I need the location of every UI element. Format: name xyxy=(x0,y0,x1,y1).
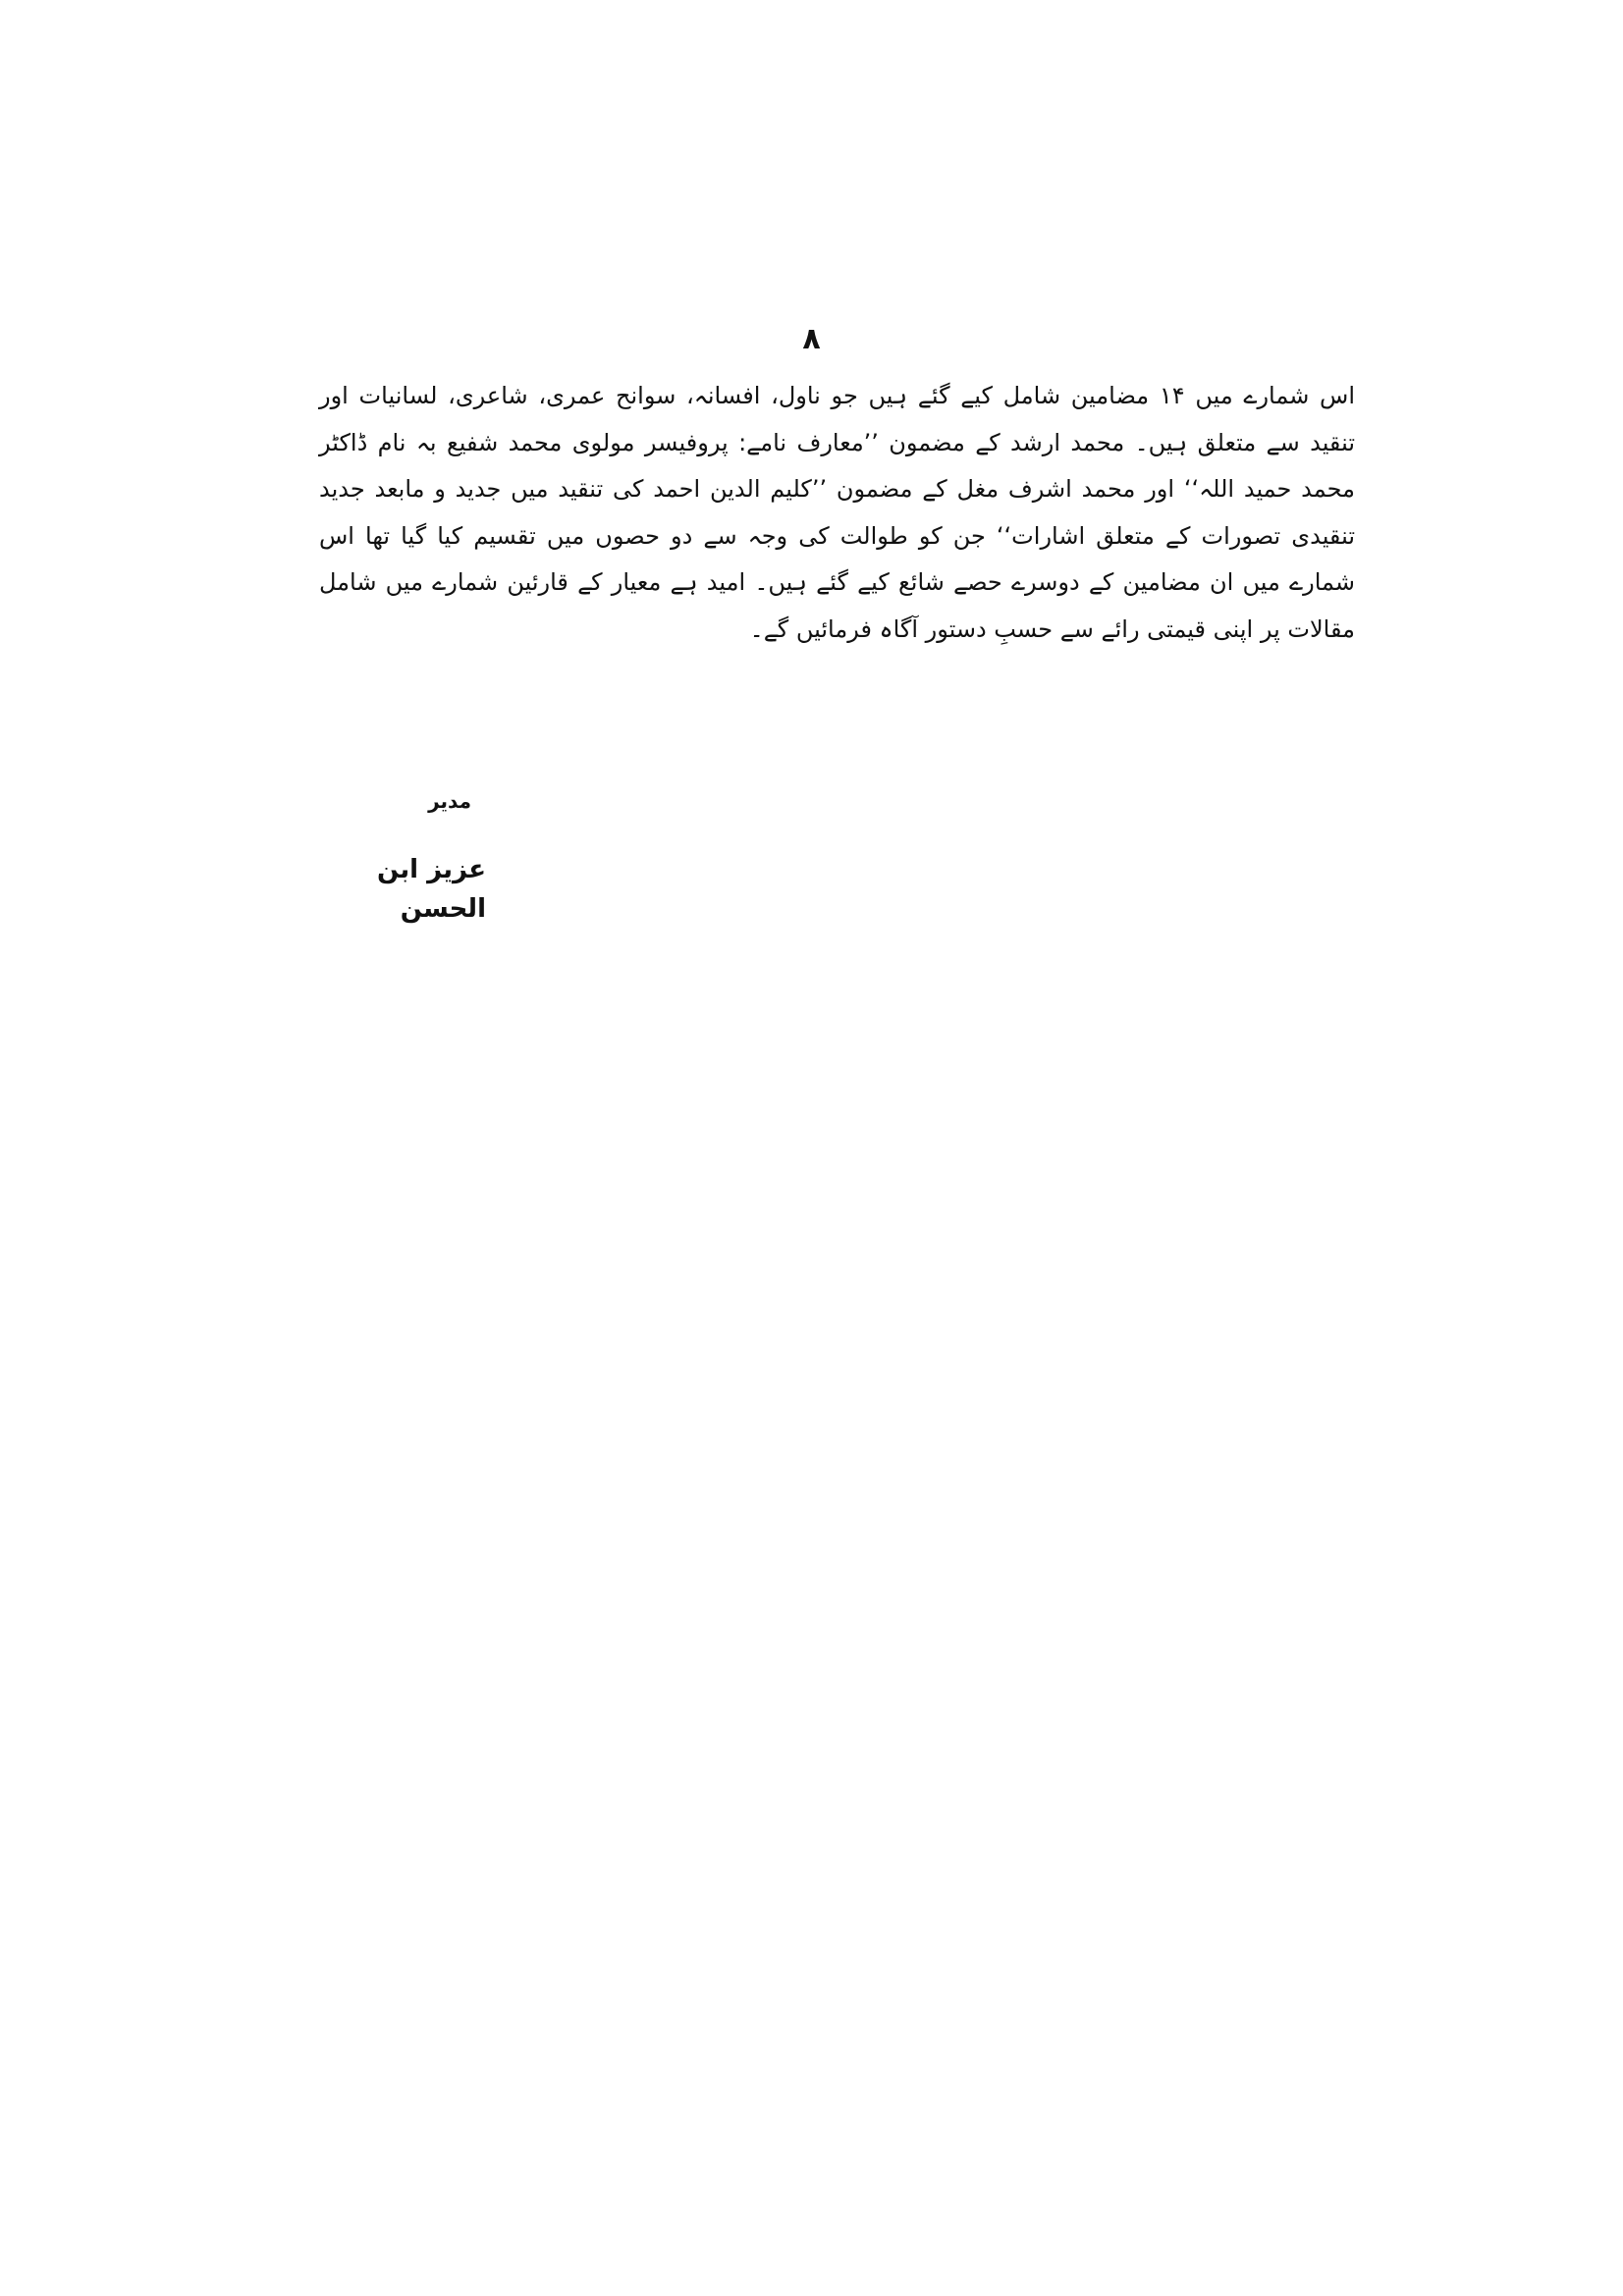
editorial-paragraph: اس شمارے میں ۱۴ مضامین شامل کیے گئے ہیں جو ناول، افسانہ، سوانح عمری، شاعری، لسانیات اور تنقید سے متعلق ہیں۔ محمد ارشد کے مضمون ’’معارف نامے: پروفیسر مولوی محمد شفیع بہ نام ڈاکٹر محمد حمید اللہ‘‘ اور محمد اشرف مغل کے مضمون ’’کلیم الدین احمد کی تنقید میں جدید و مابعد جدید تنقیدی تصورات کے متعلق اشارات‘‘ جن کو طوالت کی وجہ سے دو حصوں میں تقسیم کیا گیا تھا اس شمارے میں ان مضامین کے دوسرے حصے شائع کیے گئے ہیں۔ امید ہے معیار کے قارئین شمارے میں شامل مقالات پر اپنی قیمتی رائے سے حسبِ دستور آگاہ فرمائیں گے۔ xyxy=(319,382,1356,643)
editor-name: عزیز ابن الحسن xyxy=(377,855,486,924)
editor-role: مدیر xyxy=(428,789,471,813)
page-number: ۸ xyxy=(802,322,821,356)
